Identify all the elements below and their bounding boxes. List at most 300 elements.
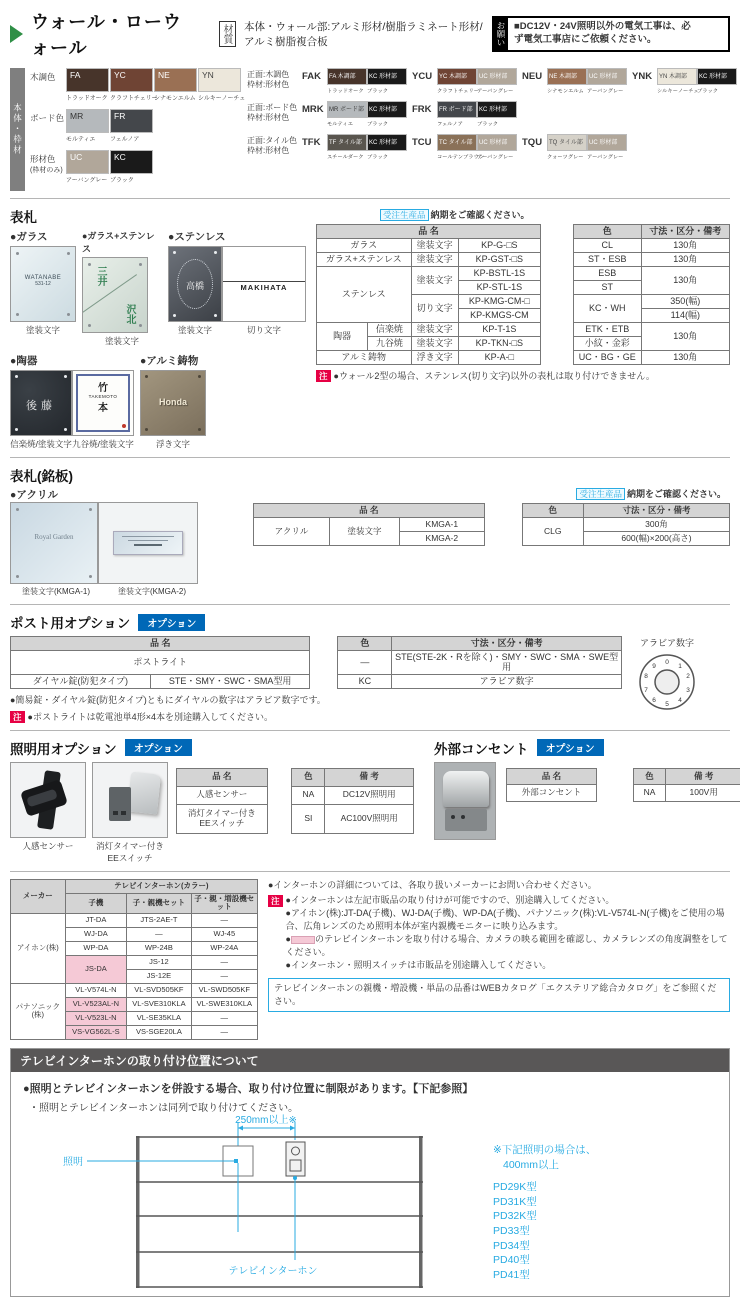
- cell: 陶器: [317, 323, 368, 351]
- combo-chip-front: FA 木調部: [327, 68, 367, 85]
- note-text: ● のテレビインターホンを取り付ける場合、カメラの映る範囲を確認し、カメラレンズの角度調整をしてください。: [286, 933, 730, 959]
- combo-chip-frame: KC 形材部: [367, 68, 407, 85]
- group-glass: [10, 229, 76, 347]
- cell: JS-12E: [127, 969, 191, 983]
- cell: NA: [292, 786, 325, 804]
- note-text: ●インターホンは左記市販品の取り付けが可能ですので、別途購入してください。: [286, 894, 730, 907]
- cell: KMGA-2: [400, 532, 485, 546]
- intercom-table: [10, 879, 258, 1040]
- table-header-row: [507, 768, 740, 785]
- cell: STE・SMY・SWC・SMA型用: [150, 674, 310, 688]
- cell: JT-DA: [65, 913, 127, 927]
- combo-name-frame: アーバングレー: [477, 153, 512, 161]
- material-label: 材質: [219, 21, 236, 47]
- cell: VL-SVD505KF: [127, 983, 191, 997]
- col-header: 子機: [65, 893, 127, 913]
- swatch-chip: FA: [66, 68, 109, 92]
- model-list: [493, 1180, 596, 1283]
- model-item: PD32K型: [493, 1209, 596, 1224]
- mount-note-2: ・照明とテレビインターホンは同列で取り付けてください。: [29, 1099, 717, 1114]
- pink-legend-swatch: [291, 936, 315, 944]
- col-header: 色: [573, 225, 641, 239]
- group-label: ●ステンレス: [168, 229, 306, 244]
- nameplate-image-aluminum: [140, 370, 206, 436]
- caption: 切り文字: [222, 324, 306, 336]
- section-lighting-option: [10, 738, 414, 864]
- page-title: ウォール・ローウォール: [31, 8, 185, 60]
- divider: [10, 871, 730, 872]
- cell: 130角: [641, 267, 729, 295]
- caption: 九谷焼/塗装文字: [72, 438, 134, 450]
- svg-text:6: 6: [652, 697, 656, 704]
- combo-chip-front: YN 木調部: [657, 68, 697, 85]
- plate-text: 531-12: [11, 281, 75, 287]
- divider: [10, 604, 730, 605]
- option-badge: オプション: [537, 739, 604, 756]
- plate-text: 後藤: [11, 397, 71, 413]
- caption: 塗装文字(KMGA-1): [10, 586, 102, 597]
- option-badge: オプション: [138, 614, 205, 631]
- col-header: 色: [522, 504, 583, 518]
- made-to-order-badge: 受注生産品: [576, 488, 625, 500]
- model-item: PD29K型: [493, 1180, 596, 1195]
- model-item: PD34型: [493, 1239, 596, 1254]
- combo-item: [522, 134, 627, 161]
- cell: ガラス: [317, 239, 412, 253]
- cell: KMGA-1: [400, 518, 485, 532]
- cell: CL: [573, 239, 641, 253]
- section-nameplate: [10, 206, 730, 450]
- col-header: 品 名: [317, 225, 541, 239]
- motion-sensor-image: [10, 762, 86, 838]
- combo-chip-frame: KC 形材部: [697, 68, 737, 85]
- cell: 消灯タイマー付き EEスイッチ: [177, 804, 268, 833]
- col-header: 子・親機セット: [127, 893, 191, 913]
- cell: UC・BG・GE: [573, 351, 641, 365]
- cell: 100V用: [666, 785, 740, 802]
- cell: VS-SGE20LA: [127, 1025, 191, 1039]
- combo-chip-frame: UC 形材部: [477, 134, 517, 151]
- cell: ―: [127, 927, 191, 941]
- cell: KP-STL-1S: [458, 281, 540, 295]
- swatch-chip: UC: [66, 150, 109, 174]
- mount-note-1: ●照明とテレビインターホンを併設する場合、取り付け位置に制限があります。【下記参照】: [23, 1080, 717, 1096]
- cell: ST・ESB: [573, 253, 641, 267]
- combo-item: [302, 101, 407, 128]
- mount-right-note: ※下記照明の場合は、 400mm以上: [493, 1142, 596, 1172]
- cell: KP-T-1S: [458, 323, 540, 337]
- section-title: 外部コンセント: [434, 738, 529, 758]
- combo-name-frame: アーバングレー: [587, 87, 622, 95]
- cell: 浮き文字: [411, 351, 458, 365]
- table-row: [177, 804, 414, 833]
- group-label: ●アクリル: [10, 487, 225, 502]
- swatch-chip: NE: [154, 68, 197, 92]
- group-aluminum: [140, 353, 206, 450]
- cell: KP-BSTL-1S: [458, 267, 540, 281]
- nameplate-image-glass: [10, 246, 76, 322]
- cell: ST: [573, 281, 641, 295]
- col-header: 品 名: [507, 768, 597, 785]
- col-header: 寸法・区分・備考: [641, 225, 729, 239]
- combo-name-front: コールテンブラウン: [437, 153, 472, 161]
- model-item: PD41型: [493, 1268, 596, 1283]
- cell: WP-24B: [127, 941, 191, 955]
- swatch-name: クラフトチェリー: [110, 93, 150, 101]
- combo-name-frame: ブラック: [367, 153, 402, 161]
- combo-name-frame: アーバングレー: [477, 87, 512, 95]
- table-header-row: [317, 225, 730, 239]
- cell: ステンレス: [317, 267, 412, 323]
- web-catalog-note: テレビインターホンの親機・増設機・単品の品番はWEBカタログ「エクステリア総合カタログ」をご参照ください。: [268, 978, 730, 1012]
- combo-name-frame: ブラック: [367, 120, 402, 128]
- svg-text:0: 0: [665, 659, 669, 666]
- cell-highlighted: VS-VG562L-S: [65, 1025, 127, 1039]
- combo-name-front: フェルノア: [437, 120, 472, 128]
- cell: KP-A-□: [458, 351, 540, 365]
- outlet-table: [506, 768, 740, 802]
- col-header: 色: [292, 768, 325, 786]
- cell: 塗装文字: [411, 267, 458, 295]
- cell: ダイヤル錠(防犯タイプ): [11, 674, 151, 688]
- note-text: ●簡易錠・ダイヤル錠(防犯タイプ)ともにダイヤルの数字はアラビア数字です。: [10, 695, 326, 705]
- plate-text: 三井: [93, 266, 108, 286]
- swatch-chip: KC: [110, 150, 153, 174]
- col-header: 品 名: [11, 637, 310, 651]
- page-header: [10, 8, 730, 60]
- cell: VL-SVE310KLA: [127, 997, 191, 1011]
- swatch-name: シルキーノーチェ: [198, 93, 238, 101]
- swatch: [154, 68, 197, 102]
- table-row: [177, 786, 414, 804]
- note-badge: 注: [268, 895, 283, 907]
- acrylic-plate-square: [10, 502, 98, 584]
- cell: 小紋・金彩: [573, 337, 641, 351]
- section-title: 表札(銘板): [10, 465, 730, 485]
- divider: [10, 198, 730, 199]
- combo-row-label: 正面:タイル色: [247, 136, 297, 145]
- group-stainless: [168, 229, 306, 347]
- note: [316, 369, 730, 382]
- col-header: 備 考: [325, 768, 414, 786]
- combo-code: YCU: [412, 68, 437, 95]
- swatch-chip: YN: [198, 68, 241, 92]
- combo-name-front: クォーツグレー: [547, 153, 582, 161]
- cell: KP-TKN-□S: [458, 337, 540, 351]
- cell: WJ-DA: [65, 927, 127, 941]
- cell-highlighted: JS-DA: [65, 955, 127, 983]
- note-text: ●ポストライトは乾電池単4形×4本を別途購入してください。: [28, 712, 273, 722]
- combo-chip-frame: UC 形材部: [587, 134, 627, 151]
- cell: 130角: [641, 323, 729, 351]
- meiban-table: [253, 503, 730, 546]
- swatch: [66, 150, 109, 184]
- combo-name-front: シナモンエルム: [547, 87, 582, 95]
- plate-text: 本: [73, 399, 133, 414]
- combo-chip-frame: KC 形材部: [367, 101, 407, 118]
- table-row: [11, 983, 258, 997]
- cell: 信楽焼: [368, 323, 411, 337]
- made-to-order-note: 納期をご確認ください。: [431, 210, 530, 220]
- title-arrow-icon: [10, 25, 23, 43]
- cell: ガラス+ステンレス: [317, 253, 412, 267]
- cell: ポストライト: [11, 651, 310, 675]
- section-title: 照明用オプション: [10, 738, 117, 758]
- made-to-order-note: 納期をご確認ください。: [627, 489, 726, 499]
- combo-chip-front: MR ボード部: [327, 101, 367, 118]
- band-side-label: 本体・枠材: [10, 68, 25, 191]
- ee-switch-image: [92, 762, 168, 838]
- combo-row-label2: 枠材:形材色: [247, 146, 289, 155]
- note-text: ●インターホン・照明スイッチは市販品を別途購入してください。: [286, 959, 730, 972]
- cell: アルミ鋳物: [317, 351, 412, 365]
- swatch-row-frame: [30, 150, 242, 184]
- col-header: テレビインターホン(カラー): [65, 879, 257, 893]
- cell: 外部コンセント: [507, 785, 597, 802]
- cell: JTS-2AE-T: [127, 913, 191, 927]
- cell: アラビア数字: [392, 674, 622, 688]
- swatch-name: シナモンエルム: [154, 93, 194, 101]
- cell: アイホン(株): [11, 913, 66, 983]
- combo-row-label2: 枠材:形材色: [247, 80, 289, 89]
- cell: NA: [633, 785, 666, 802]
- combo-name-front: シルキーノーチェ: [657, 87, 692, 95]
- plate-text: WATANABE: [11, 275, 75, 281]
- col-header: メーカー: [11, 879, 66, 913]
- cell: ―: [191, 955, 257, 969]
- cell: WJ-45: [191, 927, 257, 941]
- svg-text:250mm以上※: 250mm以上※: [235, 1114, 297, 1126]
- cell-highlighted: VL-V523AL-N: [65, 997, 127, 1011]
- table-header-row: [11, 637, 622, 651]
- table-row: [11, 913, 258, 927]
- cell: SI: [292, 804, 325, 833]
- caption: 塗装文字: [168, 324, 222, 336]
- group-label: ●ガラス+ステンレス: [82, 229, 162, 255]
- combo-code: TQU: [522, 134, 547, 161]
- note-badge: 注: [316, 370, 331, 382]
- cell: ESB: [573, 267, 641, 281]
- cell: VL-SE35KLA: [127, 1011, 191, 1025]
- swatch-row-sublabel: (枠材のみ): [30, 167, 63, 174]
- cell: 130角: [641, 239, 729, 253]
- cell: AC100V照明用: [325, 804, 414, 833]
- combo-chip-front: FR ボード部: [437, 101, 477, 118]
- nameplate-image-kutani: [72, 370, 134, 436]
- cell: パナソニック(株): [11, 983, 66, 1039]
- cell: ―: [191, 1011, 257, 1025]
- table-header-row: [254, 504, 730, 518]
- cell: 塗装文字: [329, 518, 399, 546]
- cell: KP-GST-□S: [458, 253, 540, 267]
- combo-item: [302, 134, 407, 161]
- combo-name-frame: ブラック: [697, 87, 732, 95]
- note-badge: 注: [10, 711, 25, 723]
- svg-text:5: 5: [665, 701, 669, 708]
- svg-text:9: 9: [652, 663, 656, 670]
- cell: 350(幅): [641, 295, 729, 309]
- option-badge: オプション: [125, 739, 192, 756]
- note-text: ●インターホンの詳細については、各取り扱いメーカーにお問い合わせください。: [268, 879, 730, 892]
- acrylic-plate-rect: [98, 502, 198, 584]
- combo-name-frame: アーバングレー: [587, 153, 622, 161]
- nameplate-image-glass-stainless: [82, 257, 148, 333]
- combo-chip-front: TF タイル部: [327, 134, 367, 151]
- note-text: ●アイホン(株):JT-DA(子機)、WJ-DA(子機)、WP-DA(子機)、パナソニック(株):VL-V574L-N(子機)をご使用の場合、広角レンズのため照明本体が室内親機モニターに映り込みます。: [286, 907, 730, 933]
- caption: 人感センサー: [10, 840, 86, 852]
- combo-item: [522, 68, 627, 95]
- table-header-row: [177, 768, 414, 786]
- color-band: [10, 68, 730, 191]
- group-label: ●アルミ鋳物: [140, 353, 206, 368]
- cell: ―: [338, 651, 392, 675]
- cell: 130角: [641, 351, 729, 365]
- cell: 切り文字: [411, 295, 458, 323]
- cell: KC: [338, 674, 392, 688]
- divider: [10, 457, 730, 458]
- combo-row-label: 正面:木調色: [247, 70, 289, 79]
- group-ceramic: [10, 353, 134, 450]
- svg-text:8: 8: [644, 673, 648, 680]
- col-header: 品 名: [177, 768, 268, 786]
- plate-text: MAKIHATA: [223, 281, 305, 292]
- combo-column: [247, 68, 740, 191]
- caption: 信楽焼/塗装文字: [10, 438, 72, 450]
- combo-code: TFK: [302, 134, 327, 161]
- combo-item: [412, 101, 517, 128]
- swatch-column: [30, 68, 242, 191]
- caption: 塗装文字: [82, 335, 162, 347]
- note: [10, 710, 622, 723]
- combo-row-board: [247, 101, 740, 128]
- cell: アクリル: [254, 518, 330, 546]
- combo-code: NEU: [522, 68, 547, 95]
- swatch-name: ブラック: [110, 175, 150, 183]
- swatch-name: トラッドオーク: [66, 93, 106, 101]
- svg-text:照明: 照明: [63, 1156, 83, 1168]
- plate-text: 高橋: [169, 279, 221, 292]
- outlet-image: [434, 762, 496, 840]
- combo-code: TCU: [412, 134, 437, 161]
- cell: 人感センサー: [177, 786, 268, 804]
- plate-text: Royal Garden: [11, 533, 97, 541]
- note-text: ●ウォール2型の場合、ステンレス(切り文字)以外の表札は取り付けできません。: [334, 371, 655, 381]
- table-row: [317, 239, 730, 253]
- cell: 600(幅)×200(高さ): [583, 532, 729, 546]
- nameplate-image-shigaraki: [10, 370, 72, 436]
- swatch-name: フェルノア: [110, 134, 150, 142]
- swatch-row-label: 木調色: [30, 72, 56, 82]
- request-text: ■DC12V・24V照明以外の電気工事は、必ず電気工事店にご依頼ください。: [508, 18, 704, 50]
- cell: ―: [191, 913, 257, 927]
- cell: KP-KMGS-CM: [458, 309, 540, 323]
- caption: 浮き文字: [140, 438, 206, 450]
- section-title: 表札: [10, 206, 306, 226]
- combo-chip-front: TQ タイル部: [547, 134, 587, 151]
- combo-chip-frame: KC 形材部: [477, 101, 517, 118]
- mounting-position-box: [10, 1048, 730, 1297]
- cell: ETK・ETB: [573, 323, 641, 337]
- combo-row-label2: 枠材:形材色: [247, 113, 289, 122]
- cell: JS-12: [127, 955, 191, 969]
- col-header: 子・親・増設機セット: [191, 893, 257, 913]
- swatch: [66, 68, 109, 102]
- col-header: 色: [633, 768, 666, 785]
- table-row: [317, 323, 730, 337]
- plate-text: 沢北: [122, 304, 137, 324]
- cell: KP-G-□S: [458, 239, 540, 253]
- post-option-table: [10, 636, 622, 689]
- svg-text:4: 4: [678, 697, 682, 704]
- caption: 消灯タイマー付き EEスイッチ: [92, 840, 168, 864]
- svg-text:3: 3: [686, 687, 690, 694]
- col-header: 品 名: [254, 504, 485, 518]
- mounting-diagram: [23, 1114, 493, 1292]
- table-row: [317, 351, 730, 365]
- cell: 塗装文字: [411, 239, 458, 253]
- plate-text: TAKEMOTO: [73, 394, 133, 399]
- table-header-row: [11, 879, 258, 893]
- combo-chip-frame: KC 形材部: [367, 134, 407, 151]
- swatch: [198, 68, 241, 102]
- combo-row-label: 正面:ボード色: [247, 103, 297, 112]
- request-label: お願い: [494, 18, 508, 50]
- swatch-row-label: 形材色: [30, 154, 56, 164]
- svg-text:7: 7: [644, 687, 648, 694]
- section-meiban: [10, 465, 730, 597]
- group-label: ●陶器: [10, 353, 134, 368]
- swatch: [110, 68, 153, 102]
- cell-highlighted: VL-V523L-N: [65, 1011, 127, 1025]
- combo-row-tile: [247, 134, 740, 161]
- combo-name-front: トラッドオーク: [327, 87, 362, 95]
- cell: CLG: [522, 518, 583, 546]
- combo-item: [632, 68, 737, 95]
- swatch-row-wood: [30, 68, 242, 102]
- combo-name-frame: ブラック: [477, 120, 512, 128]
- cell: 114(幅): [641, 309, 729, 323]
- cell: VL-SWD505KF: [191, 983, 257, 997]
- cell: 130角: [641, 253, 729, 267]
- cell: DC12V照明用: [325, 786, 414, 804]
- cell: KC・WH: [573, 295, 641, 323]
- combo-code: FAK: [302, 68, 327, 95]
- svg-text:1: 1: [678, 663, 682, 670]
- cell: WP-24A: [191, 941, 257, 955]
- divider: [10, 730, 730, 731]
- model-item: PD40型: [493, 1253, 596, 1268]
- combo-item: [412, 68, 517, 95]
- combo-name-front: スチールダーク: [327, 153, 362, 161]
- plate-text: Honda: [141, 397, 205, 407]
- group-label: ●ガラス: [10, 229, 76, 244]
- swatch-chip: FR: [110, 109, 153, 133]
- table-row: [317, 253, 730, 267]
- group-glass-stainless: [82, 229, 162, 347]
- cell: 塗装文字: [411, 323, 458, 337]
- cell: ―: [191, 1025, 257, 1039]
- caption: 塗装文字(KMGA-2): [102, 586, 202, 597]
- svg-text:2: 2: [686, 673, 690, 680]
- col-header: 備 考: [666, 768, 740, 785]
- note: [10, 693, 622, 706]
- col-header: 色: [338, 637, 392, 651]
- cell: VL-SWE310KLA: [191, 997, 257, 1011]
- section-intercom: [10, 879, 730, 1040]
- swatch-row-label: ボード色: [30, 113, 64, 123]
- svg-text:テレビインターホン: テレビインターホン: [228, 1265, 317, 1277]
- material-text: 本体・ウォール部:アルミ形材/樹脂ラミネート形材/アルミ樹脂複合板: [244, 19, 484, 49]
